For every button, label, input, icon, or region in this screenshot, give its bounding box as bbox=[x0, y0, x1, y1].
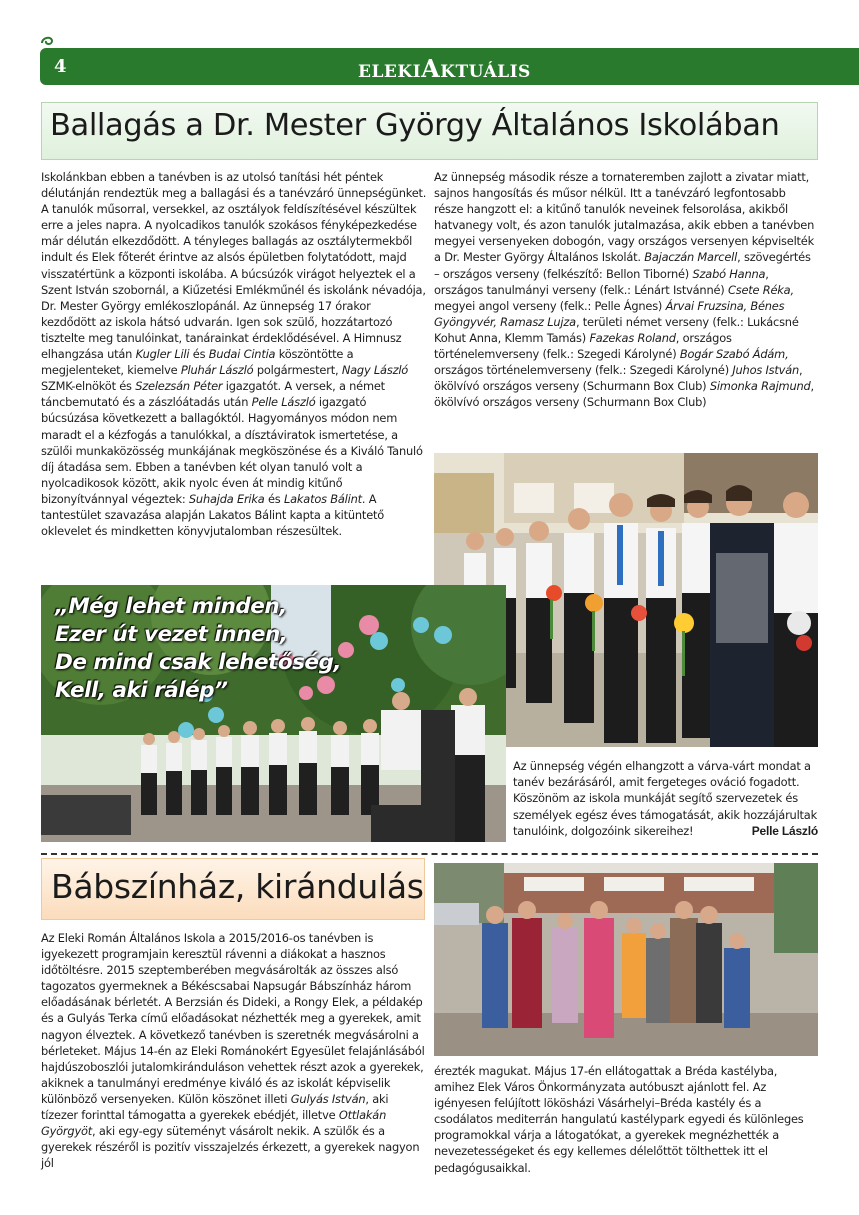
article1-col1-text: Iskolánkban ebben a tanévben is az utolsó tanítási hét péntek délutánján rendeztük meg a ballagási és a tanévzáró ünnepségünket. A tanulók műsorral, versekkel, az osztályok feldíszítésével készültek erre a jeles napra. A nyolcadikos tanulók szokásos fényképezkedése már délután elkezdődött. A tényleges ballagás az osztálytermekből indult és Elek főterét érintve az alsós épületben folytatódott, majd visszatértünk a központi iskolába. A búcsúzók virágot helyeztek el a Szent István szobornál, a Kiűzetési Emlékműnél és iskolánk névadója, Dr. Mester György emlékoszlopánál. Az ünnepség 17 órakor kezdődött az iskola hátsó udvarán. Igen sok szülő, hozzátartozó tisztelte meg tanulóinkat, tanárainkat érdeklődésével. A Himnusz elhangzása után Kugler Lili és Budai Cintia köszöntötte a megjelenteket, kiemelve Pluhár László polgármestert, Nagy László SZMK-elnököt és Szelezsán Péter igazgatót. A versek, a német táncbemutató és a zászlóátadás után Pelle László igazgató búcsúzása következett a ballagóktól. Hagyományos módon nem maradt el a kézfogás a tanulókkal, a dísztáviratok ismertetése, a szülői munkaközösség munkájának megköszönése és a Kiváló Tanuló díj átadása sem. Ebben a tanévben két olyan tanuló volt a nyolcadikosok között, akik nyolc éven át mindig kitűnő bizonyítvánnyal végeztek: Suhajda Erika és Lakatos Bálint. A tantestület szavazása alapján Lakatos Bálint kapta a kitüntető oklevelet és mindketten könyvjutalomban részesültek. bbox=[41, 170, 427, 539]
article1-column-1 bbox=[41, 169, 427, 539]
article2-col2-text: érezték magukat. Május 17-én ellátogattak a Bréda kastélyba, amihez Elek Város Önkormányzata autóbuszt ajánlott fel. Az igényesen felújított lökösházi Vásárhelyi–Bréda kastély és a csodálatos mediterrán hangulatú kastélypark egyedi és különleges programokkal várja a látogatókat, a gyerekek megnézhették a nevezetességeket és egy kellemes délelőttöt tölthettek itt el pedagógusaikkal. bbox=[434, 1064, 804, 1175]
article1-title: Ballagás a Dr. Mester György Általános Iskolában bbox=[50, 108, 780, 143]
section-divider bbox=[41, 853, 818, 855]
article2-col1-text: Az Eleki Román Általános Iskola a 2015/2016-os tanévben is igyekezett programjain keresztül rávenni a diákokat a hasznos időtöltésre. 2015 szeptemberében megvásárolták az összes alsó tagozatos gyermeknek a Békéscsabai Napsugár Bábszínház három előadásának bérletét. A Berzsián és Dideki, a Rongy Elek, a példakép és a Gulyás Terka című előadásokat nézhették meg a gyerekek, amit nagyon élveztek. A következő tanévben is szeretnék megvásárolni a bérleteket. Május 14-én az Eleki Románokért Egyesület felajánlásából hajdúszoboszlói jutalomkiránduláson vehettek részt azok a gyerekek, akiknek a tanulmányi eredménye kiváló és az iskolát képviselik különböző versenyeken. Külön köszönet illeti Gulyás István, aki tízezer forinttal támogatta a gyerekek ebédjét, illetve Ottlakán Györgyöt, aki egy-egy süteményt vásárolt nekik. A szülők és a gyerekek részéről is pozitív visszajelzés érkezett, a gyerekek nagyon jól bbox=[41, 931, 425, 1171]
choir-balloons-photo bbox=[41, 585, 506, 842]
masthead-rest: KTUÁLIS bbox=[440, 62, 531, 82]
quote-line: „Még lehet minden, bbox=[55, 594, 287, 619]
article1-column-2 bbox=[434, 169, 818, 410]
article1-col2-text: Az ünnepség második része a tornateremben zajlott a zivatar miatt, sajnos hangosítás és műsor nélkül. Itt a tanévzáró legfontosabb része hangzott el: a kitűnő tanulók neveinek felsorolása, akikből hatvanegy volt, és azon tanulók jutalmazása, akik ebben a tanévben megyei versenyeken dobogón, vagy országos versenyen képviselték a Dr. Mester György Általános Iskolát. Bajaczán Marcell, szövegértés – országos verseny (felkészítő: Bellon Tiborné) Szabó Hanna, országos tanulmányi verseny (felk.: Lénárt Istvánné) Csete Réka, megyei angol verseny (felk.: Pelle Ágnes) Árvai Fruzsina, Bénes Gyöngyvér, Ramasz Lujza, területi német verseny (felk.: Lukácsné Kohut Anna, Klemm Tamás) Fazekas Roland, országos történelemverseny (felk.: Szegedi Károlyné) Bogár Szabó Ádám, országos történelemverseny (felk.: Szegedi Károlyné) Juhos István, ökölvívó országos verseny (Schurmann Box Club) Simonka Rajmund, ökölvívó országos verseny (Schurmann Box Club) bbox=[434, 170, 815, 410]
article2-title-box bbox=[41, 858, 425, 920]
quote-line: Ezer út vezet innen, bbox=[55, 622, 288, 647]
article1-title-box bbox=[41, 102, 818, 160]
quote-line: Kell, aki rálép” bbox=[55, 678, 228, 703]
article2-column-2 bbox=[434, 1063, 818, 1176]
swirl-logo-icon bbox=[40, 34, 54, 48]
children-group-photo bbox=[434, 863, 818, 1056]
photo-caption bbox=[513, 758, 818, 839]
page-number: 4 bbox=[54, 56, 67, 77]
masthead-big-letter: A bbox=[421, 54, 441, 83]
poem-quote bbox=[55, 593, 341, 705]
masthead-prefix: ELEKI bbox=[358, 62, 422, 82]
article2-title: Bábszínház, kirándulás bbox=[51, 867, 424, 906]
article1-author: Pelle László bbox=[751, 823, 818, 838]
article2-column-1 bbox=[41, 930, 425, 1171]
masthead bbox=[358, 54, 531, 83]
caption-text: Az ünnepség végén elhangzott a várva-várt mondat a tanév bezárásáról, amit fergeteges ováció fogadott. Köszönöm az iskola munkáját segítő szervezetek és személyek egész éves támogatását, akik hozzájárultak tanulóink, dolgozóink sikereihez! bbox=[513, 759, 817, 838]
header-bar bbox=[40, 48, 859, 85]
quote-line: De mind csak lehetőség, bbox=[55, 650, 342, 675]
